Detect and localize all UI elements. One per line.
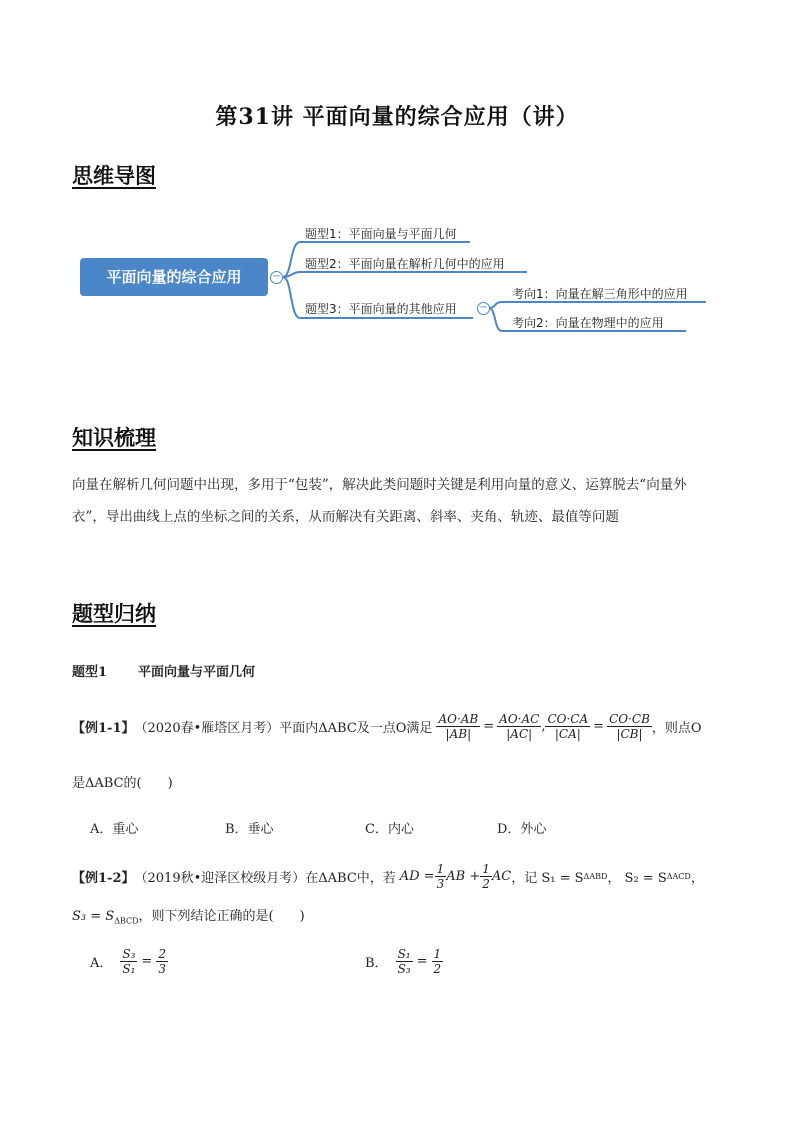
mindmap-connectors (0, 0, 794, 400)
s3-label: S₃ = S (72, 909, 115, 924)
fraction-numerator: CO·CA (547, 712, 589, 726)
example-source: （2020春•雁塔区月考）平面内ΔABC及一点O满足 (134, 721, 433, 736)
example-tag: 【例1-1】 (72, 721, 135, 736)
fraction (432, 947, 444, 976)
vector-ab: AB + (446, 869, 481, 884)
fraction (436, 712, 480, 741)
collapse-icon-type3[interactable]: − (477, 302, 490, 315)
fraction (396, 947, 413, 976)
fraction-denominator: 3 (436, 877, 445, 891)
fraction (607, 712, 652, 741)
fraction-numerator: 1 (482, 862, 490, 876)
fraction-numerator: 1 (436, 862, 445, 876)
fraction-denominator: |AB| (445, 727, 472, 741)
vector-ad: AD = (399, 869, 435, 884)
subscript: ΔABD (583, 872, 608, 881)
mindmap-subnode-2[interactable]: 考向2：向量在物理中的应用 (512, 316, 664, 330)
section-heading-mindmap: 思维导图 (72, 163, 156, 188)
fraction-numerator: S₁ (397, 947, 411, 961)
example-tail: ， (690, 871, 704, 886)
knowledge-line-1: 向量在解析几何问题中出现，多用于“包装”，解决此类问题时关键是利用向量的意义、运算脱去“向量外 (72, 477, 687, 493)
subscript: ΔACD (666, 872, 691, 881)
example-1-2-line2 (72, 905, 305, 926)
fraction-denominator: S₁ (122, 962, 136, 976)
fraction (497, 712, 541, 741)
knowledge-line-2: 衣”，导出曲线上点的坐标之间的关系，从而解决有关距离、斜率、夹角、轨迹、最值等问题 (72, 509, 619, 525)
section-heading-knowledge: 知识梳理 (72, 425, 156, 450)
fraction-denominator: |AC| (506, 727, 533, 741)
fraction-denominator: 2 (433, 962, 442, 976)
fraction-numerator: AO·AB (438, 712, 479, 726)
example-tail: ，则点O (651, 721, 702, 736)
fraction (435, 862, 447, 891)
fraction-numerator: S₃ (122, 947, 136, 961)
fraction-denominator: |CB| (616, 727, 643, 741)
fraction (480, 862, 492, 891)
fraction-denominator: 2 (482, 877, 490, 891)
option-label: B． (365, 956, 388, 971)
fraction-numerator: 1 (433, 947, 442, 961)
comma: , (541, 719, 546, 734)
mindmap-node-type2[interactable]: 题型2：平面向量在解析几何中的应用 (305, 257, 505, 271)
fraction-denominator: 3 (158, 962, 166, 976)
fraction (545, 712, 590, 741)
example-tail: ，记 S₁ = S (511, 871, 584, 886)
example-1-1 (72, 712, 702, 741)
type1-name: 平面向量与平面几何 (138, 665, 256, 680)
mindmap-node-type1[interactable]: 题型1：平面向量与平面几何 (305, 227, 457, 241)
vector-ac: AC (491, 869, 512, 884)
fraction-numerator: CO·CB (609, 712, 650, 726)
example-question: ，则下列结论正确的是( ) (138, 909, 305, 924)
example-1-2 (72, 862, 704, 891)
mindmap-root[interactable]: 平面向量的综合应用 (80, 258, 268, 296)
page-title: 第31讲 平面向量的综合应用（讲） (215, 104, 579, 130)
example-tag: 【例1-2】 (72, 871, 135, 886)
fraction-numerator: 2 (158, 947, 166, 961)
option-a[interactable]: A．重心 (90, 822, 139, 837)
example-tail: ， S₂ = S (607, 871, 667, 886)
option-a-2[interactable]: A． $\frac{\text{S₃}}{\text{S₁}}$ = $\frac{2}{3}$ (90, 947, 166, 976)
option-b[interactable]: B．垂心 (225, 822, 274, 837)
mindmap-subnode-1[interactable]: 考向1：向量在解三角形中的应用 (512, 287, 688, 301)
section-heading-types: 题型归纳 (72, 601, 156, 626)
fraction-numerator: AO·AC (499, 712, 540, 726)
example-1-1-line2: 是ΔABC的( ) (72, 776, 173, 791)
fraction-denominator: |CA| (554, 727, 581, 741)
option-d[interactable]: D．外心 (497, 822, 547, 837)
fraction-denominator: S₃ (397, 962, 411, 976)
type1-label: 题型1 (72, 665, 108, 680)
equals-sign: = (593, 719, 605, 734)
option-c[interactable]: C．内心 (365, 822, 414, 837)
collapse-icon[interactable]: − (270, 271, 283, 284)
option-b-2[interactable]: B． $\frac{\text{S₁}}{\text{S₃}}$ = $\frac{1}{2}$ (365, 947, 442, 976)
fraction (156, 947, 168, 976)
option-label: A． (90, 956, 113, 971)
subscript: ΔBCD (114, 916, 139, 926)
mindmap-node-type3[interactable]: 题型3：平面向量的其他应用 (305, 302, 457, 316)
example-source: （2019秋•迎泽区校级月考）在ΔABC中，若 (134, 871, 396, 886)
equals-sign: = (483, 719, 495, 734)
fraction (120, 947, 137, 976)
